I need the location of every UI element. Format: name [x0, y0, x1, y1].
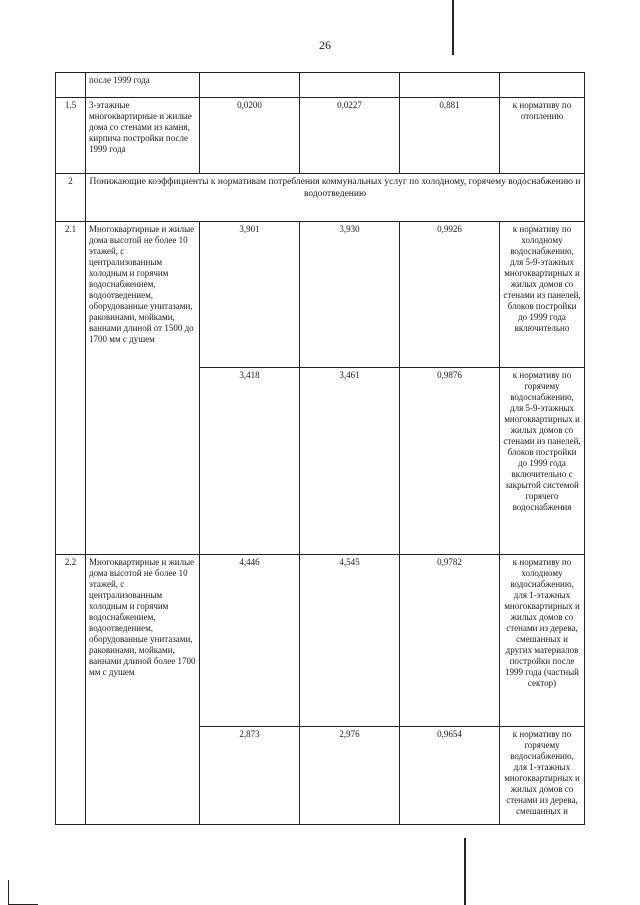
table-row-section-2: [56, 174, 585, 222]
value-cell: [200, 73, 300, 98]
table-row-2-2-a: [56, 555, 585, 727]
value-cell: 4,545: [300, 555, 400, 727]
row-number-cell: 2.2: [56, 555, 86, 825]
value-cell: 3,930: [300, 222, 400, 368]
row-number-cell: 2: [56, 174, 86, 222]
value-cell: [300, 73, 400, 98]
page-number: 26: [319, 38, 331, 52]
value-cell: 4,446: [200, 555, 300, 727]
coefficients-table: [55, 72, 585, 825]
note-cell: [500, 73, 585, 98]
note-cell: к нормативу по горячему водоснабжению, для 5-9-этажных многоквартирных и жилых домов со стенами из панелей, блоков постройки до 1999 года включительно с закрытой системой горячего водоснабжения: [500, 368, 585, 555]
note-cell: к нормативу по холодному водоснабжению, для 1-этажных многоквартирных и жилых домов со стенами из дерева, смешанных и других материалов постройки после 1999 года (частный сектор): [500, 555, 585, 727]
description-cell: после 1999 года: [86, 73, 200, 98]
row-number-cell: [56, 73, 86, 98]
table-row-2-1-a: [56, 222, 585, 368]
row-number-cell: 1.5: [56, 98, 86, 174]
scan-artifact-line: [464, 838, 466, 905]
value-cell: 0,9926: [400, 222, 500, 368]
value-cell: 0,881: [400, 98, 500, 174]
section-title: Понижающие коэффициенты к нормативам потребления коммунальных услуг по холодному, горячему водоснабжению и водоотведению: [86, 174, 585, 222]
value-cell: 0,9654: [400, 727, 500, 825]
value-cell: 3,418: [200, 368, 300, 555]
value-cell: 0,9876: [400, 368, 500, 555]
value-cell: 0,0227: [300, 98, 400, 174]
value-cell: 0,9782: [400, 555, 500, 727]
scan-artifact-line: [452, 0, 454, 55]
description-cell: Многоквартирные и жилые дома высотой не более 10 этажей, с централизованным холодным и горячим водоснабжением, водоотведением, оборудованные унитазами, раковинами, мойками, ваннами длиной от 1500 до 1700 мм с душем: [86, 222, 200, 555]
note-cell: к нормативу по холодному водоснабжению, для 5-9-этажных многоквартирных и жилых домов со стенами из панелей, блоков постройки до 1999 года включительно: [500, 222, 585, 368]
value-cell: 0,0200: [200, 98, 300, 174]
value-cell: 2,873: [200, 727, 300, 825]
row-number-cell: 2.1: [56, 222, 86, 555]
scan-artifact-corner: [8, 880, 9, 905]
note-cell: к нормативу по горячему водоснабжению, для 1-этажных многоквартирных и жилых домов со стенами из дерева, смешанных и: [500, 727, 585, 825]
value-cell: 3,461: [300, 368, 400, 555]
value-cell: 2,976: [300, 727, 400, 825]
description-cell: 3-этажные многоквартирные и жилые дома со стенами из камня, кирпича постройки после 1999 года: [86, 98, 200, 174]
value-cell: [400, 73, 500, 98]
description-cell: Многоквартирные и жилые дома высотой не более 10 этажей, с централизованным холодным и горячим водоснабжением, водоотведением, оборудованные унитазами, раковинами, мойками, ваннами длиной более 1700 мм с душем: [86, 555, 200, 825]
note-cell: к нормативу по отоплению: [500, 98, 585, 174]
value-cell: 3,901: [200, 222, 300, 368]
table-row-continuation: [56, 73, 585, 98]
table-row-1-5: [56, 98, 585, 174]
